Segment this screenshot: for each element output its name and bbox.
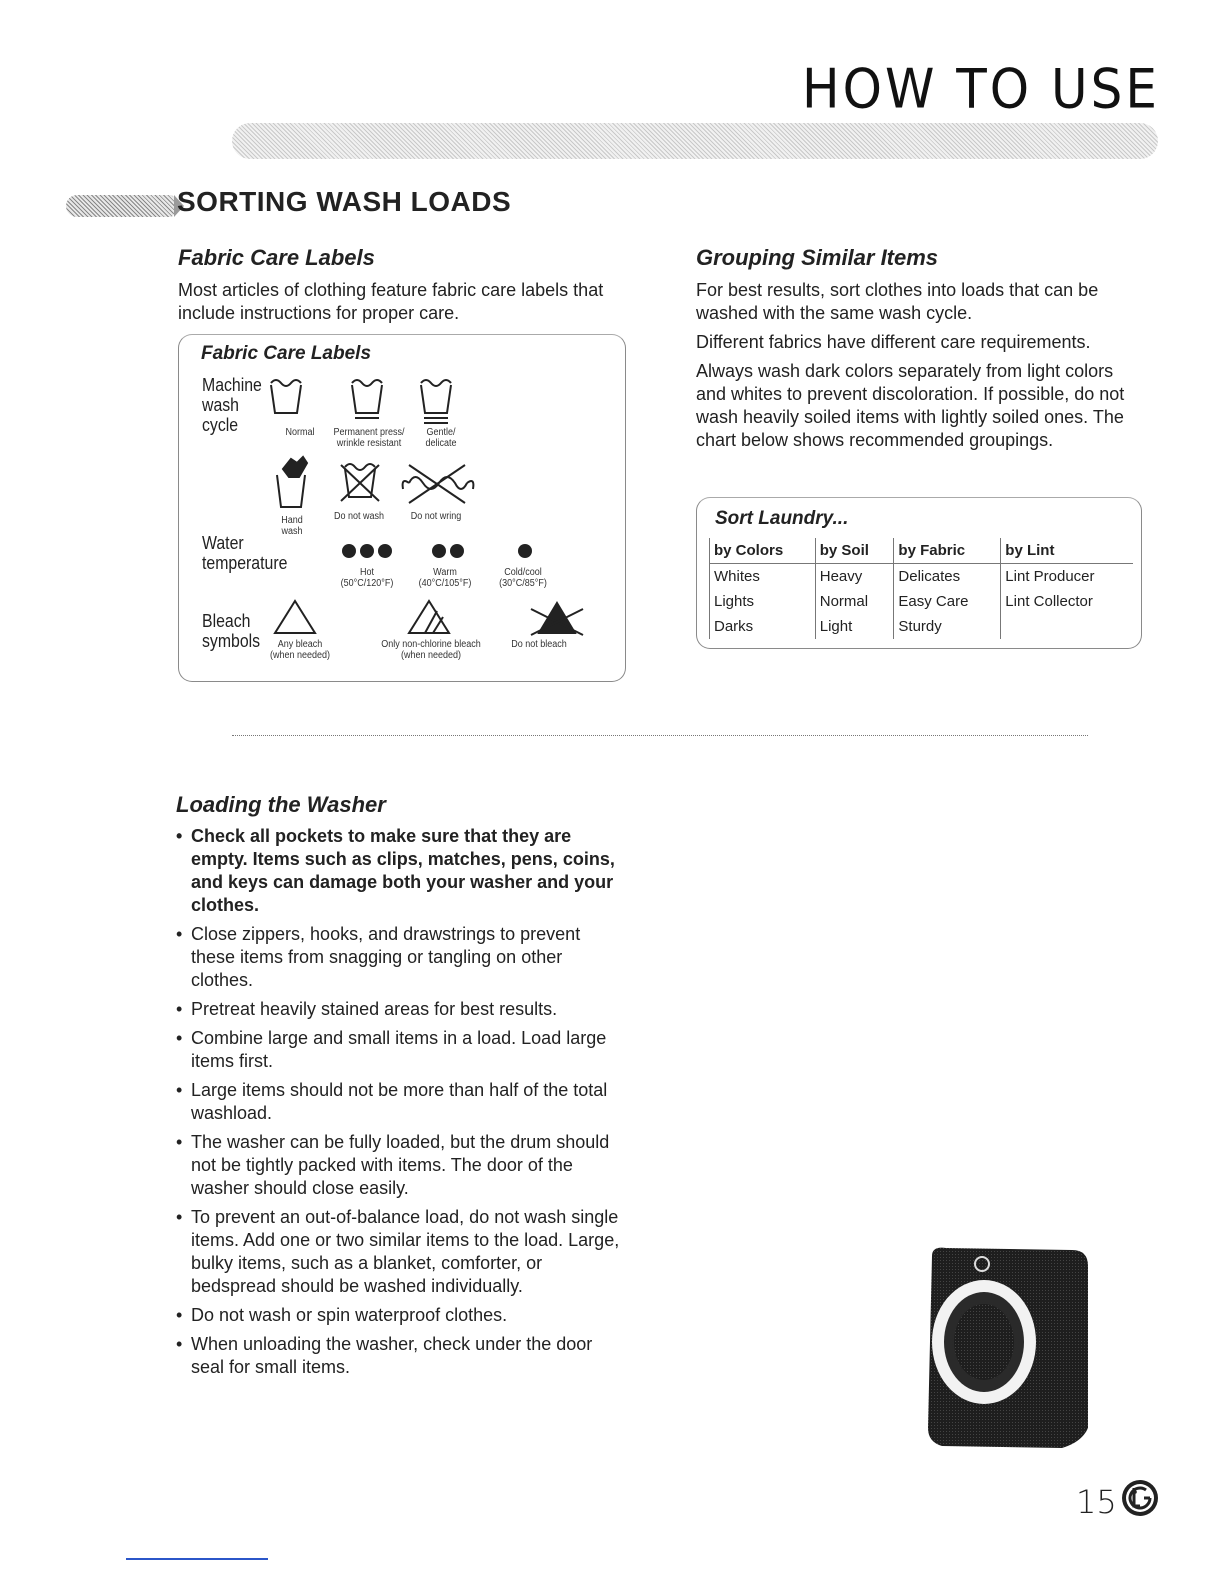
handwash-symbols <box>259 455 479 513</box>
fabric-care-labels-box <box>178 334 626 682</box>
header-by-colors: by Colors <box>710 538 816 564</box>
grouping-heading: Grouping Similar Items <box>696 245 939 270</box>
page-number: 15 <box>1076 1483 1117 1521</box>
table-cell: Lint Producer <box>1001 564 1133 590</box>
washer-illustration-icon <box>922 1242 1092 1454</box>
table-cell: Easy Care <box>894 589 1001 614</box>
bleach-symbols-label: Bleach symbols <box>202 611 261 651</box>
table-cell: Darks <box>710 614 816 639</box>
temp-hot-label: Hot (50°C/120°F) <box>340 567 394 589</box>
machine-wash-label: Machine wash cycle <box>202 375 262 435</box>
lg-logo-icon <box>1120 1478 1160 1518</box>
do-not-wash-icon <box>341 464 379 501</box>
page-header-title: HOW TO USE <box>801 57 1160 121</box>
wash-tub-permanent-press-icon <box>352 380 382 418</box>
footer-rule <box>126 1558 268 1560</box>
do-not-wring-icon <box>403 465 474 503</box>
any-bleach-label: Any bleach (when needed) <box>269 639 331 661</box>
header-by-fabric: by Fabric <box>894 538 1001 564</box>
warm-dots-icon <box>432 544 464 558</box>
grouping-paragraph-2: Different fabrics have different care requirements. <box>696 332 1091 352</box>
loading-bullet-list <box>176 825 624 1385</box>
sort-laundry-title: Sort Laundry... <box>715 508 849 529</box>
sort-laundry-table <box>709 538 1133 639</box>
do-not-bleach-label: Do not bleach <box>511 639 567 650</box>
sort-laundry-box <box>696 497 1142 649</box>
list-item: • Do not wash or spin waterproof clothes. <box>176 1304 624 1327</box>
fabric-care-heading: Fabric Care Labels <box>178 245 375 270</box>
list-item: • Large items should not be more than half of the total washload. <box>176 1079 624 1125</box>
table-cell: Light <box>815 614 894 639</box>
table-row <box>710 614 1134 639</box>
table-cell: Heavy <box>815 564 894 590</box>
temperature-dots <box>339 541 539 565</box>
hand-wash-label: Hand wash <box>281 515 303 537</box>
wash-tub-gentle-icon <box>421 380 451 423</box>
table-cell: Lights <box>710 589 816 614</box>
table-cell: Sturdy <box>894 614 1001 639</box>
list-item: • Close zippers, hooks, and drawstrings to prevent these items from snagging or tangling on other clothes. <box>176 923 624 992</box>
do-not-bleach-icon <box>531 603 583 635</box>
list-item: • When unloading the washer, check under the door seal for small items. <box>176 1333 624 1379</box>
table-cell: Normal <box>815 589 894 614</box>
wash-cycle-normal-label: Normal <box>285 427 315 438</box>
non-chlorine-bleach-icon <box>409 601 449 633</box>
any-bleach-icon <box>275 601 315 633</box>
list-item: • Pretreat heavily stained areas for best results. <box>176 998 624 1021</box>
list-item: • Check all pockets to make sure that they are empty. Items such as clips, matches, pens, coins, and keys can damage both your washer and your clothes. <box>176 825 624 917</box>
list-item: • To prevent an out-of-balance load, do not wash single items. Add one or two similar items to the load. Large, bulky items, such as a blanket, comforter, or bedspread should be washed individually. <box>176 1206 624 1298</box>
bleach-icons <box>269 597 609 637</box>
wash-cycle-permanent-label: Permanent press/ wrinkle resistant <box>333 427 405 449</box>
temp-cold-label: Cold/cool (30°C/85°F) <box>499 567 547 589</box>
hot-dots-icon <box>342 544 392 558</box>
sort-table-header-row <box>710 538 1134 564</box>
section-title: SORTING WASH LOADS <box>177 186 512 217</box>
loading-heading: Loading the Washer <box>176 792 386 817</box>
table-row <box>710 564 1134 590</box>
header-by-soil: by Soil <box>815 538 894 564</box>
cold-dot-icon <box>518 544 532 558</box>
hand-wash-icon <box>277 457 307 507</box>
wash-tub-normal-icon <box>271 380 301 413</box>
water-temperature-label: Water temperature <box>202 533 288 573</box>
non-chlorine-bleach-label: Only non-chlorine bleach (when needed) <box>381 639 481 661</box>
fabric-care-box-title: Fabric Care Labels <box>201 343 372 364</box>
table-cell: Whites <box>710 564 816 590</box>
header-by-lint: by Lint <box>1001 538 1133 564</box>
table-row <box>710 589 1134 614</box>
table-cell: Lint Collector <box>1001 589 1133 614</box>
section-divider <box>232 735 1088 736</box>
grouping-paragraph-3: Always wash dark colors separately from light colors and whites to prevent discoloration. If possible, do not wash heavily soiled items with lightly soiled ones. The chart below shows recommended groupings. <box>696 361 1125 450</box>
grouping-paragraphs <box>696 279 1146 452</box>
wash-tub-icons <box>249 373 549 433</box>
section-marker <box>66 195 174 217</box>
do-not-wash-label: Do not wash <box>333 511 385 522</box>
table-cell: Delicates <box>894 564 1001 590</box>
header-decorative-bar <box>232 123 1158 159</box>
temp-warm-label: Warm (40°C/105°F) <box>418 567 472 589</box>
list-item: • Combine large and small items in a load. Load large items first. <box>176 1027 624 1073</box>
wash-cycle-gentle-label: Gentle/ delicate <box>425 427 457 449</box>
list-item: • The washer can be fully loaded, but the drum should not be tightly packed with items. The door of the washer should close easily. <box>176 1131 624 1200</box>
fabric-care-intro: Most articles of clothing feature fabric care labels that include instructions for proper care. <box>178 280 604 323</box>
grouping-paragraph-1: For best results, sort clothes into loads that can be washed with the same wash cycle. <box>696 280 1099 323</box>
do-not-wring-label: Do not wring <box>410 511 462 522</box>
table-cell <box>1001 614 1133 639</box>
